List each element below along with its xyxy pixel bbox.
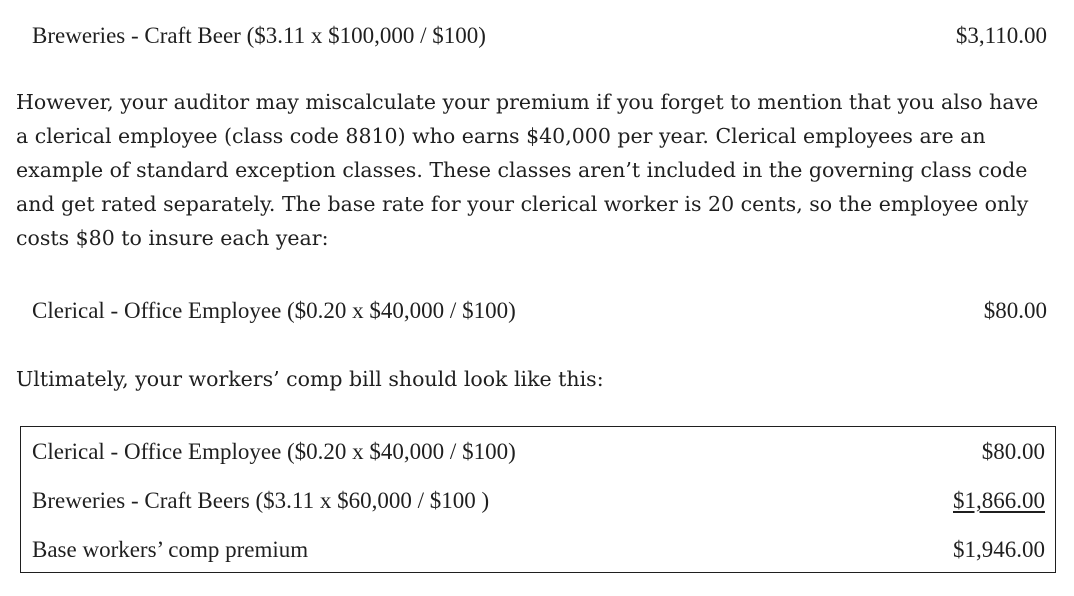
- summary-row-amount: $1,866.00: [953, 488, 1045, 513]
- summary-row-breweries: [32, 486, 1045, 516]
- brewery-premium-label: Breweries - Craft Beer ($3.11 x $100,000 / $100): [32, 23, 486, 48]
- clerical-premium-label: Clerical - Office Employee ($0.20 x $40,000 / $100): [32, 298, 516, 323]
- summary-row-clerical: [32, 437, 1045, 467]
- summary-row-label: Clerical - Office Employee ($0.20 x $40,000 / $100): [32, 439, 516, 464]
- summary-total-amount: $1,946.00: [953, 537, 1045, 562]
- summary-row-total: [32, 535, 1045, 565]
- clerical-premium-amount: $80.00: [983, 298, 1047, 323]
- bill-intro-paragraph: Ultimately, your workers’ comp bill should look like this:: [16, 367, 604, 391]
- premium-summary-box: [20, 426, 1056, 573]
- brewery-premium-line: [32, 21, 1047, 51]
- summary-total-label: Base workers’ comp premium: [32, 537, 309, 562]
- brewery-premium-amount: $3,110.00: [955, 23, 1047, 48]
- summary-row-label: Breweries - Craft Beers ($3.11 x $60,000 / $100 ): [32, 488, 490, 513]
- exception-class-paragraph: However, your auditor may miscalculate your premium if you forget to mention that you also have a clerical employee (class code 8810) who earns $40,000 per year. Clerical employees are an example of standard exception classes. These classes aren’t included in the governing class code and get rated separately. The base rate for your clerical worker is 20 cents, so the employee only costs $80 to insure each year:: [16, 90, 1039, 250]
- summary-row-amount: $80.00: [981, 439, 1045, 464]
- clerical-premium-line: [32, 296, 1047, 326]
